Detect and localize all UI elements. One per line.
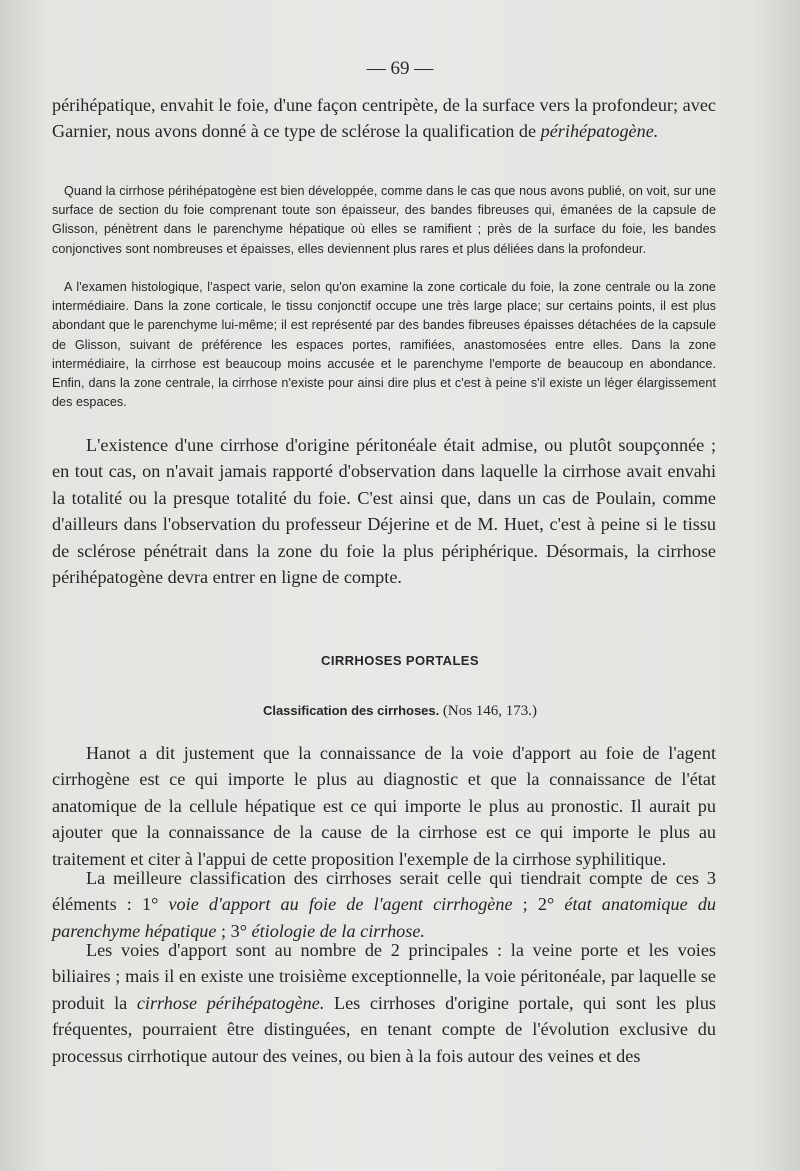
large-paragraph-3-text-3: ; 3° [216, 920, 252, 941]
large-paragraph-3 [52, 865, 716, 944]
large-paragraph-2-text: Hanot a dit justement que la connaissance de la voie d'apport au foie de l'agent cirrhogène est ce qui importe le plus au diagnostic et que la connaissance de l'état anatomique de la cellule hépatique est ce qui importe le plus au pronostic. Il aurait pu ajouter que la connaissance de la cause de la cirrhose est ce qui importe le plus au traitement et citer à l'appui de cette proposition l'exemple de la cirrhose syphilitique. [52, 743, 716, 869]
large-paragraph-4-text-1: Les voies d'apport sont au nombre de 2 principales : la veine porte et les voies biliaires ; mais il en existe une troisième exceptionnelle, la voie péritonéale, par laquelle se produit la [52, 940, 716, 1013]
intro-text: périhépatique, envahit le foie, d'une façon centripète, de la surface vers la profondeur; avec Garnier, nous avons donné à ce type de sclérose la qualification de [52, 95, 716, 142]
large-paragraph-1-text: L'existence d'une cirrhose d'origine péritonéale était admise, ou plutôt soupçonnée ; en tout cas, on n'avait jamais rapporté d'observation dans laquelle la cirrhose avait envahi la totalité ou la presque totalité du foie. C'est ainsi que, dans un cas de Poulain, comme d'ailleurs dans l'observation du professeur Déjerine et de M. Huet, c'est à peine si le tissu de sclérose pénétrait dans la zone du foie la plus périphérique. Désormais, la cirrhose périhépatogène devra entrer en ligne de compte. [52, 435, 716, 588]
large-paragraph-3-text-2: ; 2° [512, 894, 565, 915]
subheading-title: Classification des cirrhoses. [262, 703, 440, 718]
large-paragraph-3-italic-2: état anatomique du parenchyme hépatique [52, 894, 717, 941]
page-number: — 69 — [366, 58, 434, 79]
intro-italic-term: périhépatogène. [540, 121, 659, 142]
small-paragraph-1 [52, 182, 716, 259]
large-paragraph-3-italic-3: étiologie de la cirrhose. [251, 920, 425, 941]
subheading [0, 703, 800, 720]
large-paragraph-3-italic-1: voie d'apport au foie de l'agent cirrhogène [168, 894, 513, 915]
intro-paragraph [52, 92, 716, 145]
large-paragraph-4-italic-1: cirrhose périhépatogène. [136, 992, 325, 1013]
small-paragraph-2-text: A l'examen histologique, l'aspect varie, selon qu'on examine la zone corticale du foie, la zone centrale ou la zone intermédiaire. Dans la zone corticale, le tissu conjonctif occupe une très large place; sur certains points, il est plus abondant que le parenchyme lui-même; il est représenté par des bandes fibreuses épaisses détachées de la capsule de Glisson, suivant de préférence les espaces portes, ramifiées, anastomosées entre elles. Dans la zone intermédiaire, la cirrhose est beaucoup moins accusée et le parenchyme l'emporte de beaucoup en abondance. Enfin, dans la zone centrale, la cirrhose n'existe pour ainsi dire plus et c'est à peine s'il existe un léger élargissement des espaces. [52, 280, 716, 410]
small-paragraph-2 [52, 278, 716, 412]
large-paragraph-1 [52, 432, 716, 590]
subheading-ref: (Nos 146, 173.) [442, 703, 538, 719]
large-paragraph-4 [52, 937, 716, 1069]
small-paragraph-1-text: Quand la cirrhose périhépatogène est bien développée, comme dans le cas que nous avons publié, on voit, sur une surface de section du foie comprenant toute son épaisseur, des bandes fibreuses qui, émanées de la capsule de Glisson, pénètrent dans le parenchyme hépatique où elles se ramifient ; près de la surface du foie, les bandes conjonctives sont nombreuses et épaisses, elles deviennent plus rares et plus déliées dans la profondeur. [52, 184, 716, 256]
large-paragraph-3-text-1: La meilleure classification des cirrhoses serait celle qui tiendrait compte de ces 3 éléments : 1° [52, 868, 716, 915]
large-paragraph-4-text-2: Les cirrhoses d'origine portale, qui sont les plus fréquentes, pourraient être distinguées, en tenant compte de l'évolution exclusive du processus cirrhotique autour des veines, ou bien à la fois autour des veines et des [52, 992, 717, 1066]
section-heading: CIRRHOSES PORTALES [321, 653, 479, 668]
large-paragraph-2 [52, 740, 716, 872]
